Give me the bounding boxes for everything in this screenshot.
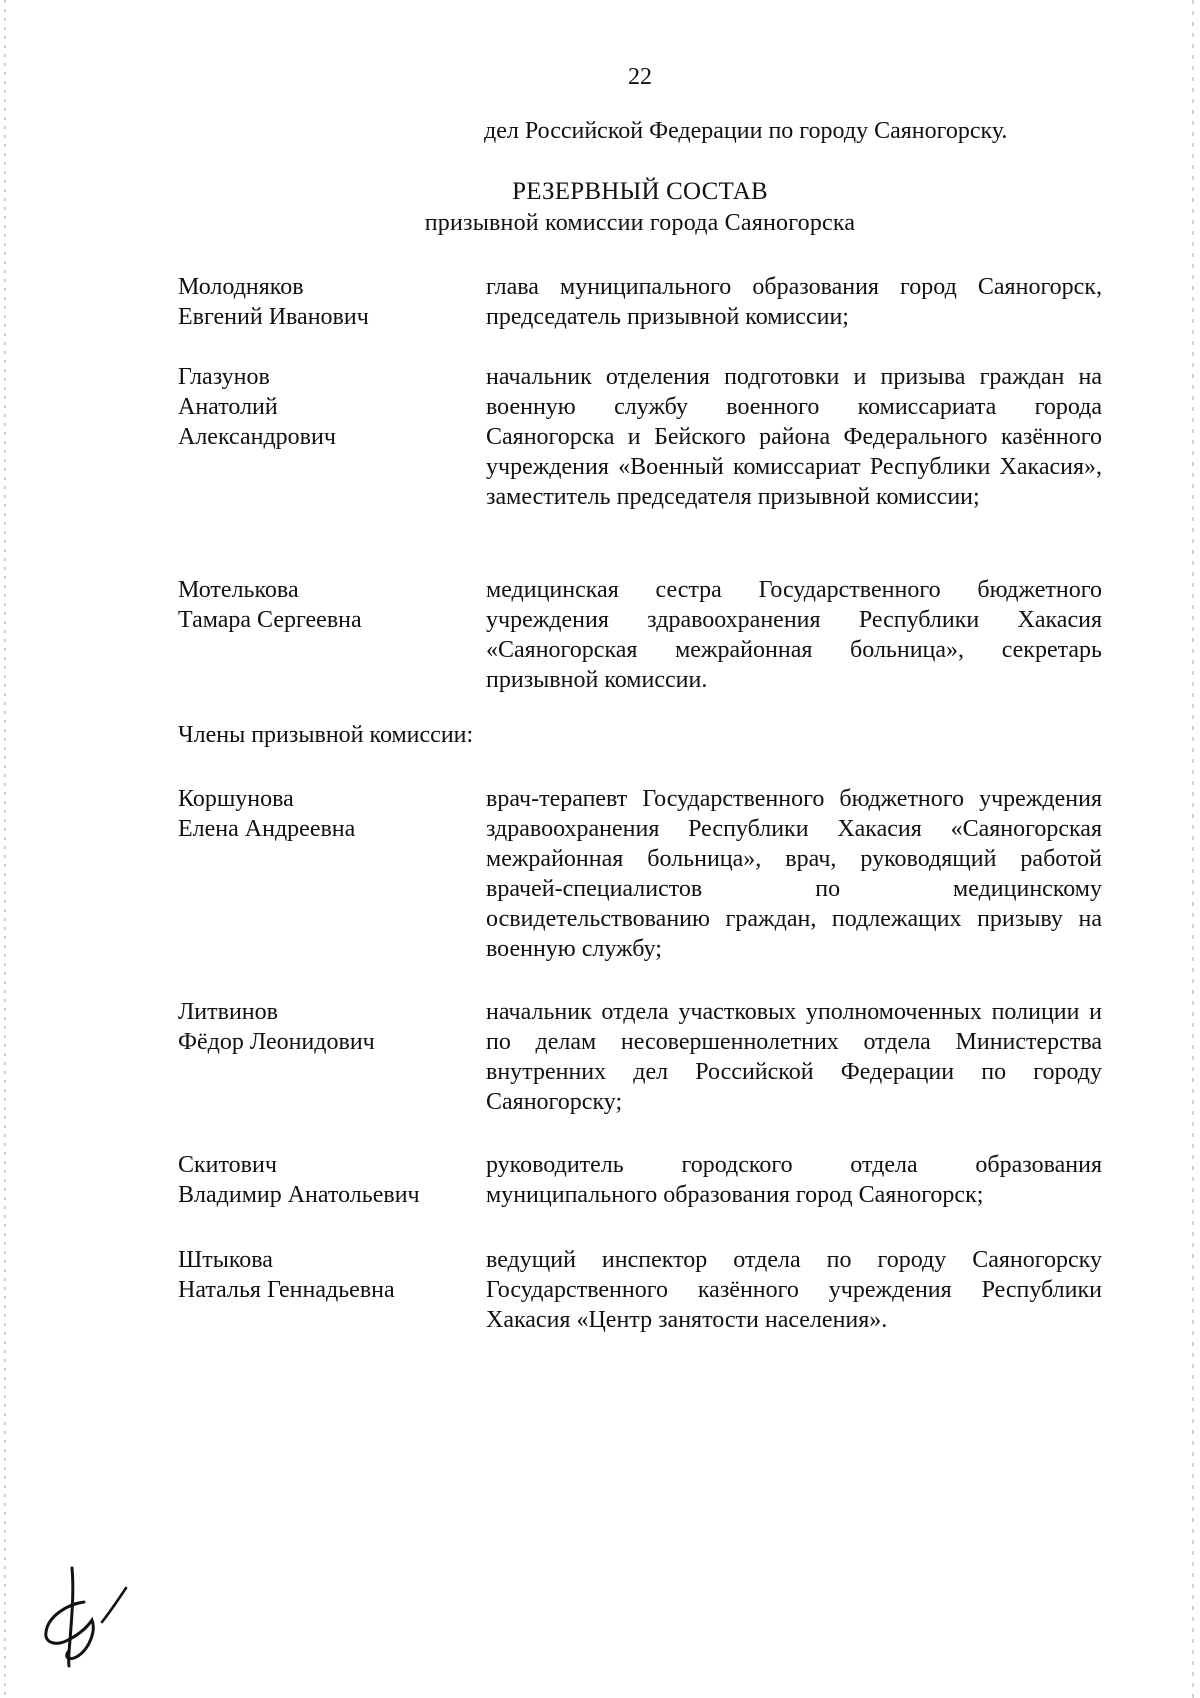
surname: Коршунова: [178, 786, 294, 812]
person-position: руководитель городского отдела образования муниципального образования город Саяногорск;: [486, 1152, 1102, 1208]
person-name: [178, 575, 468, 635]
signature-mark: [38, 1560, 148, 1670]
given-names: Фёдор Леонидович: [178, 1029, 375, 1055]
scan-edge-left: [4, 0, 6, 1698]
given-names: Владимир Анатольевич: [178, 1182, 420, 1208]
page-number: 22: [628, 64, 652, 90]
surname: Скитович: [178, 1152, 277, 1178]
person-name: [178, 272, 468, 332]
given-names: Елена Андреевна: [178, 816, 356, 842]
members-label: Члены призывной комиссии:: [178, 722, 474, 748]
person-name: [178, 1150, 468, 1210]
given-names: Тамара Сергеевна: [178, 607, 362, 633]
person-name: [178, 997, 468, 1057]
continuation-text: дел Российской Федерации по городу Саяногорску.: [484, 118, 1008, 144]
surname: Литвинов: [178, 999, 278, 1025]
person-position: начальник отделения подготовки и призыва граждан на военную службу военного комиссариата города Саяногорска и Бейского района Федерального казённого учреждения «Военный комиссариат Республики Хакасия», заместитель председателя призывной комиссии;: [486, 364, 1102, 510]
surname: Штыкова: [178, 1247, 273, 1273]
person-position: глава муниципального образования город Саяногорск, председатель призывной комиссии;: [486, 274, 1102, 330]
person-position: ведущий инспектор отдела по городу Саяногорску Государственного казённого учреждения Республики Хакасия «Центр занятости населения».: [486, 1247, 1102, 1333]
person-position: медицинская сестра Государственного бюджетного учреждения здравоохранения Республики Хакасия «Саяногорская межрайонная больница», секретарь призывной комиссии.: [486, 577, 1102, 693]
person-name: [178, 1245, 468, 1305]
person-position: начальник отдела участковых уполномоченных полиции и по делам несовершеннолетних отдела Министерства внутренних дел Российской Федерации по городу Саяногорску;: [486, 999, 1102, 1115]
surname: Глазунов: [178, 364, 270, 390]
given-names: Евгений Иванович: [178, 304, 369, 330]
section-subtitle: призывной комиссии города Саяногорска: [424, 210, 856, 236]
surname: Молодняков: [178, 274, 304, 300]
surname: Мотелькова: [178, 577, 299, 603]
given-names: Наталья Геннадьевна: [178, 1277, 395, 1303]
person-position: врач-терапевт Государственного бюджетного учреждения здравоохранения Республики Хакасия «Саяногорская межрайонная больница», врач, руководящий работой врачей-специалистов по медицинскому освидетельствованию граждан, подлежащих призыву на военную службу;: [486, 786, 1102, 962]
given-name: Анатолий: [178, 394, 278, 420]
scan-edge-right: [1192, 0, 1194, 1698]
patronymic: Александрович: [178, 424, 336, 450]
section-title: РЕЗЕРВНЫЙ СОСТАВ: [512, 178, 768, 205]
person-name: [178, 362, 468, 452]
person-name: [178, 784, 468, 844]
